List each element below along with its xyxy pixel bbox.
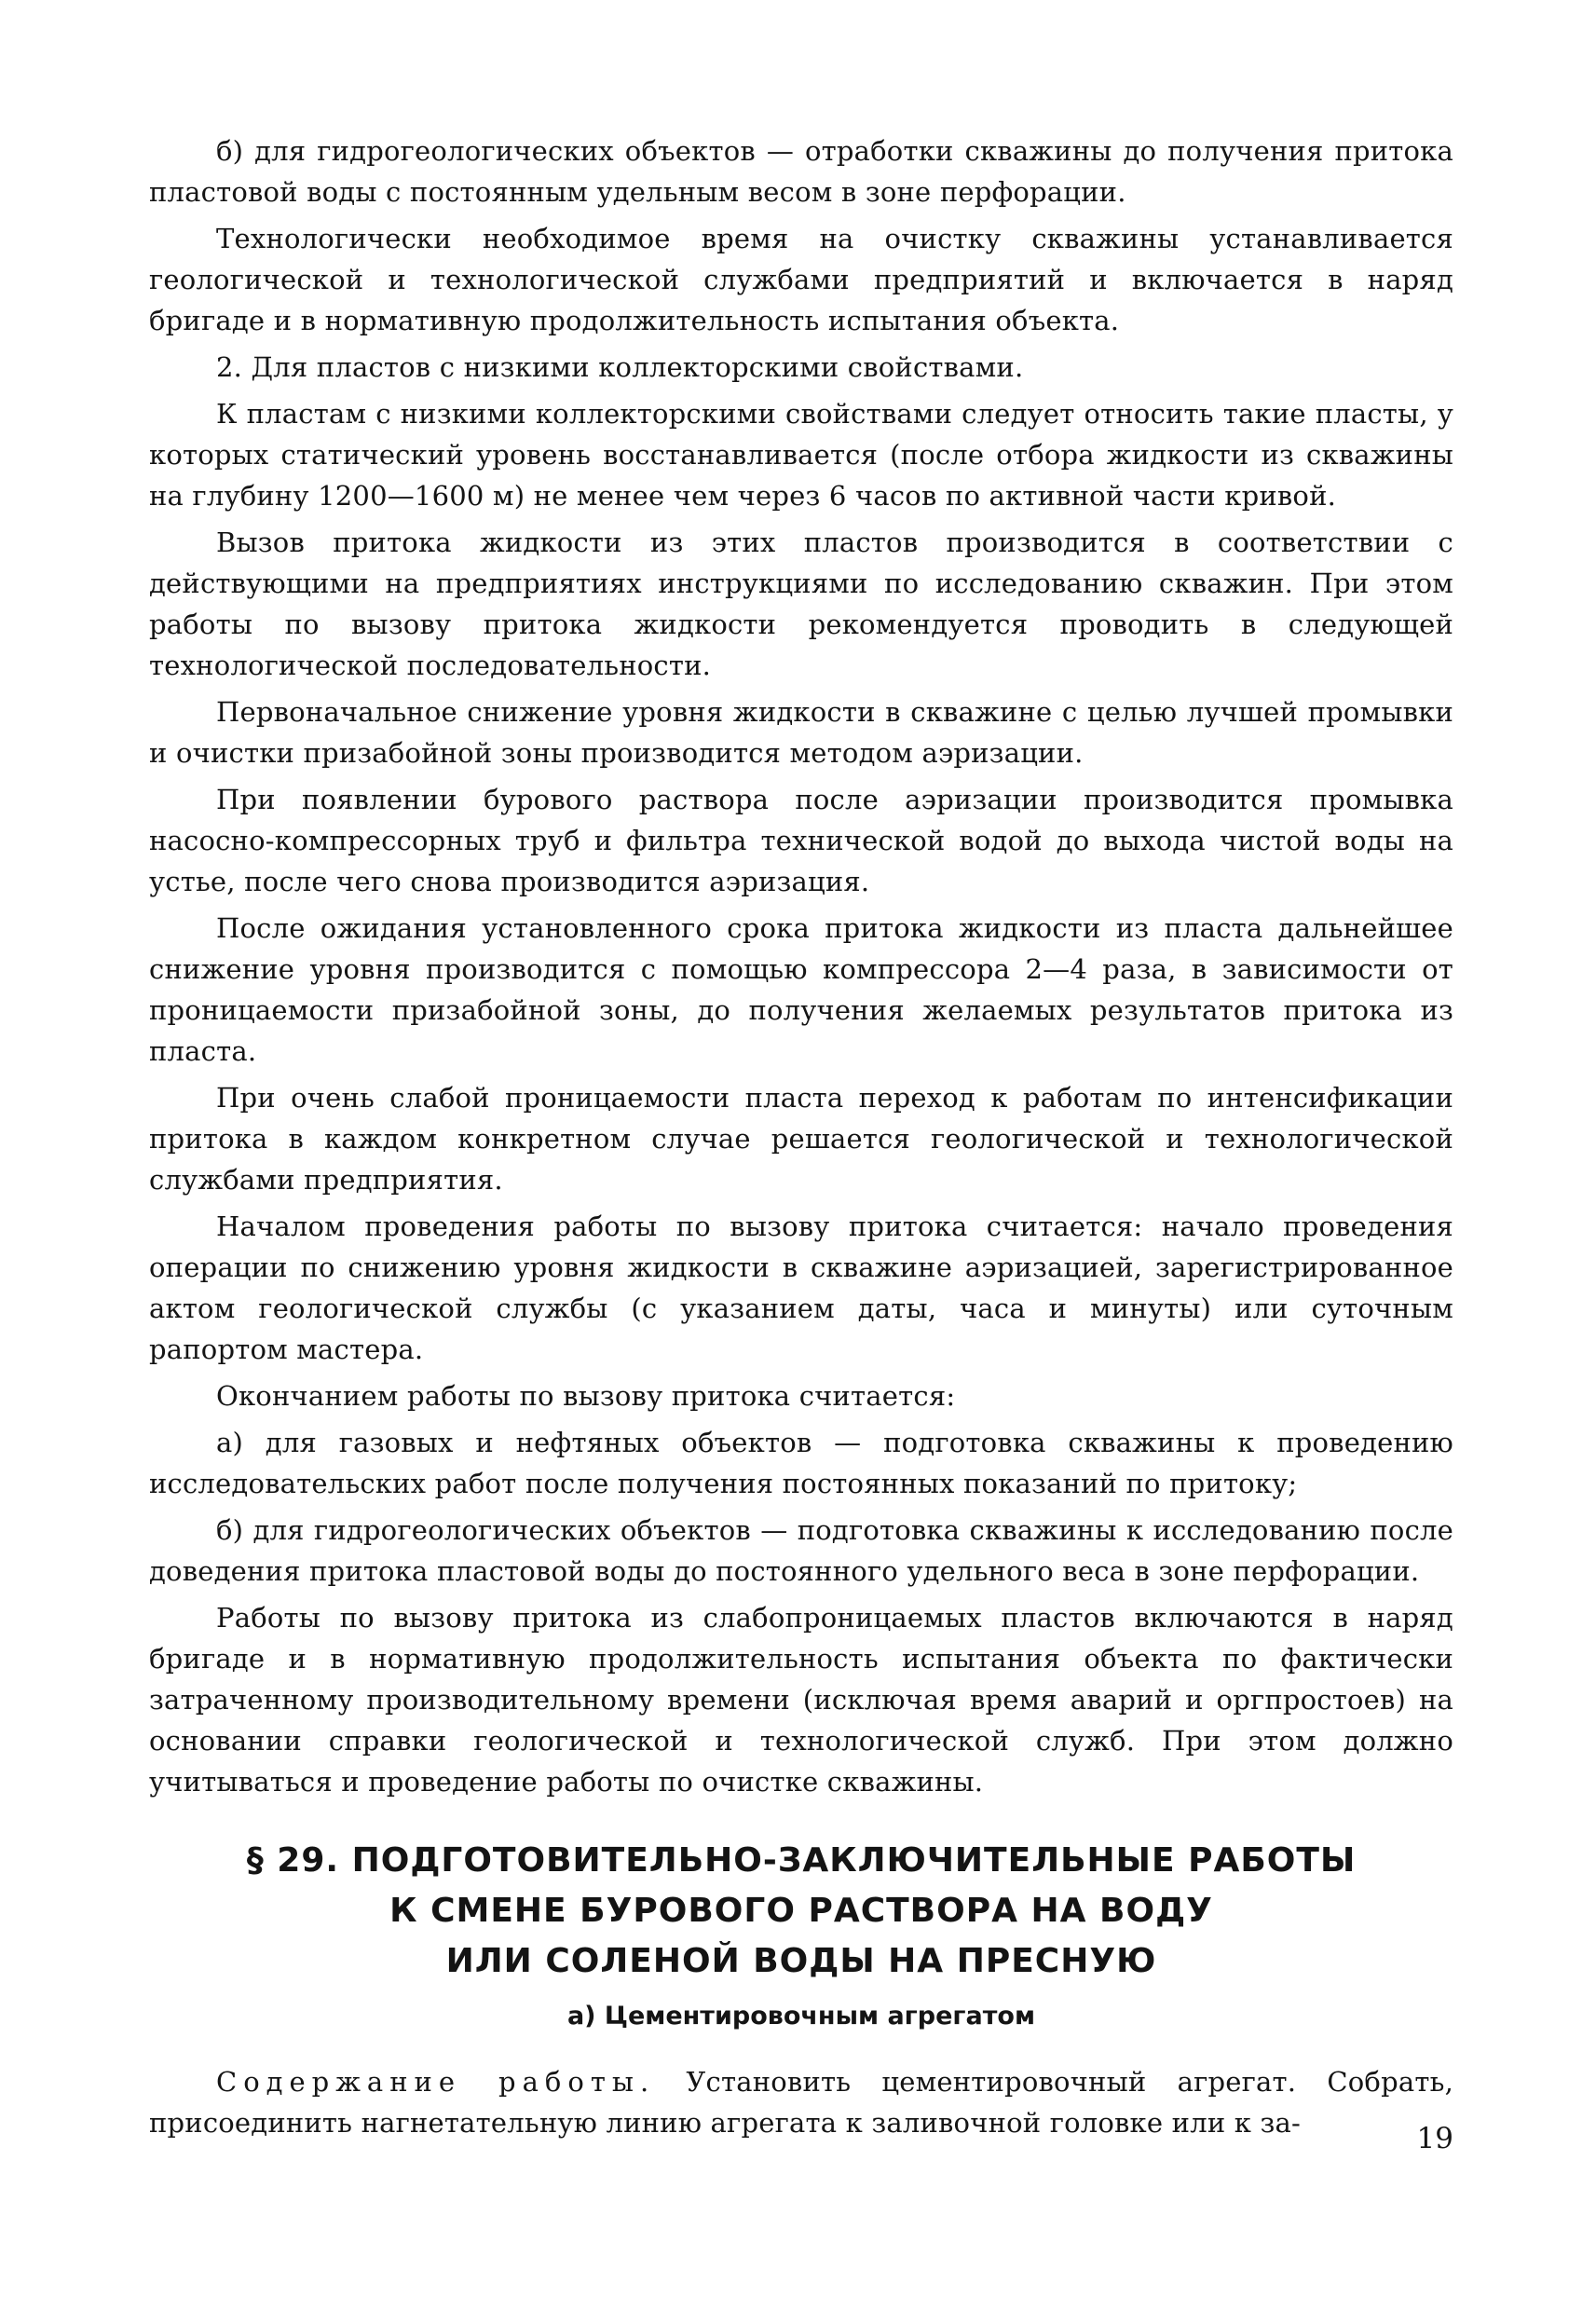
- paragraph: б) для гидрогеологических объектов — подготовка скважины к исследованию после доведения притока пластовой воды до постоянного удельного веса в зоне перфорации.: [149, 1514, 1453, 1587]
- paragraph: Первоначальное снижение уровня жидкости в скважине с целью лучшей промывки и очистки призабойной зоны производится методом аэризации.: [149, 696, 1453, 769]
- section-subheading: а) Цементировочным агрегатом: [566, 2002, 1036, 2031]
- document-page: [149, 130, 1453, 2149]
- paragraph: К пластам с низкими коллекторскими свойствами следует относить такие пласты, у которых статический уровень восстанавливается (после отбора жидкости из скважины на глубину 1200—1600 м) не менее чем через 6 часов по активной части кривой.: [149, 398, 1453, 512]
- paragraph: а) для газовых и нефтяных объектов — подготовка скважины к проведению исследовательских работ после получения постоянных показаний по притоку;: [149, 1427, 1453, 1499]
- paragraph: При очень слабой проницаемости пласта переход к работам по интенсификации притока в каждом конкретном случае решается геологической и технологической службами предприятия.: [149, 1082, 1453, 1196]
- paragraph: Вызов притока жидкости из этих пластов производится в соответствии с действующими на предприятиях инструкциями по исследованию скважин. При этом работы по вызову притока жидкости рекомендуется проводить в следующей технологической последовательности.: [149, 526, 1453, 681]
- paragraph: Технологически необходимое время на очистку скважины устанавливается геологической и технологической службами предприятий и включается в наряд бригаде и в нормативную продолжительность испытания объекта.: [149, 223, 1453, 336]
- paragraph: Работы по вызову притока из слабопроницаемых пластов включаются в наряд бригаде и в нормативную продолжительность испытания объекта по фактически затраченному производительному времени (исключая время аварий и оргпростоев) на основании справки геологической и технологической служб. При этом должно учитываться и проведение работы по очистке скважины.: [149, 1602, 1453, 1798]
- content-paragraph: [149, 2061, 1453, 2143]
- paragraph: При появлении бурового раствора после аэризации производится промывка насосно-компрессорных труб и фильтра технической водой до выхода чистой воды на устье, после чего снова производится аэризация.: [149, 784, 1453, 897]
- section-heading-line: К СМЕНЕ БУРОВОГО РАСТВОРА НА ВОДУ: [389, 1892, 1213, 1930]
- section-heading-line: ИЛИ СОЛЕНОЙ ВОДЫ НА ПРЕСНУЮ: [445, 1942, 1157, 1980]
- section-heading-line: § 29. ПОДГОТОВИТЕЛЬНО-ЗАКЛЮЧИТЕЛЬНЫЕ РАБОТЫ: [246, 1841, 1357, 1880]
- section-heading: [149, 1836, 1453, 1987]
- content-text: Установить цементировочный агрегат. Собрать, присоединить нагнетательную линию агрегата к заливочной головке или к за-: [149, 2066, 1453, 2139]
- content-label: Содержание работы.: [216, 2066, 656, 2098]
- paragraph: Окончанием работы по вызову притока считается:: [216, 1380, 956, 1412]
- paragraph: 2. Для пластов с низкими коллекторскими свойствами.: [216, 351, 1024, 383]
- page-number: 19: [1416, 2122, 1453, 2155]
- paragraph: Началом проведения работы по вызову притока считается: начало проведения операции по снижению уровня жидкости в скважине аэризацией, зарегистрированное актом геологической службы (с указанием даты, часа и минуты) или суточным рапортом мастера.: [149, 1210, 1453, 1365]
- paragraph: б) для гидрогеологических объектов — отработки скважины до получения притока пластовой воды с постоянным удельным весом в зоне перфорации.: [149, 135, 1453, 208]
- paragraph: После ожидания установленного срока притока жидкости из пласта дальнейшее снижение уровня производится с помощью компрессора 2—4 раза, в зависимости от проницаемости призабойной зоны, до получения желаемых результатов притока из пласта.: [149, 912, 1453, 1067]
